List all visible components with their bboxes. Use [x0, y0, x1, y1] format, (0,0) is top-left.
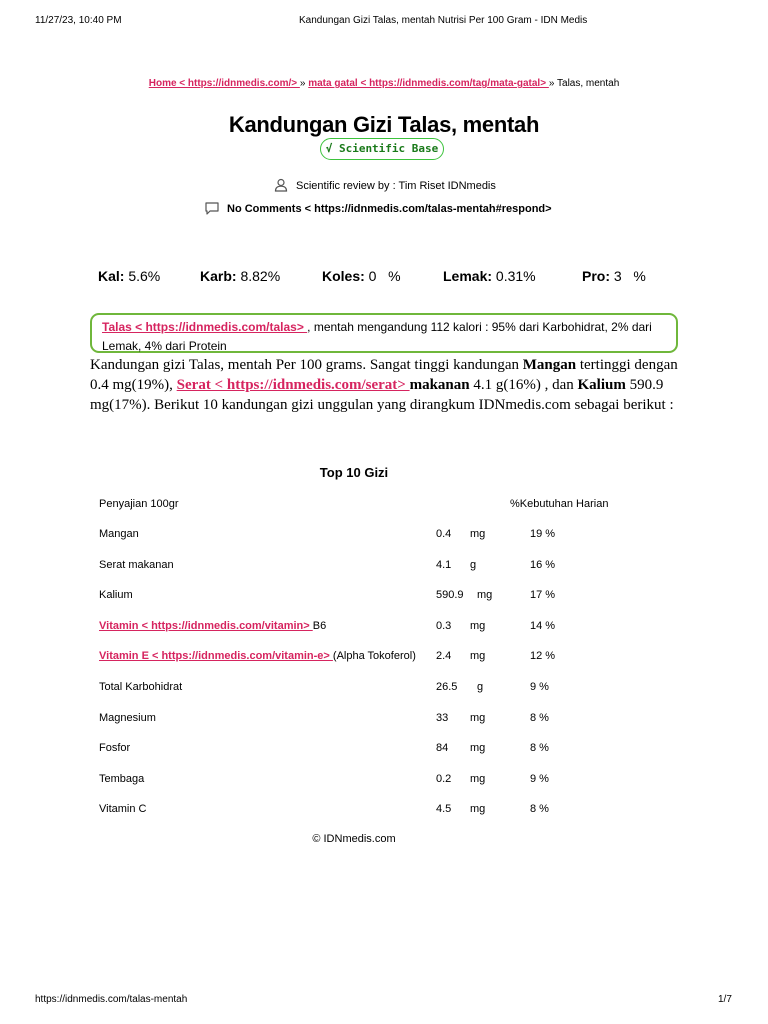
- table-row-name: [99, 712, 156, 726]
- nutrient-name: Vitamin C: [99, 803, 147, 815]
- summary-text: , mentah mengandung 112 kalori : 95% dari Karbohidrat, 2% dari Lemak, 4% dari Protein: [102, 320, 652, 353]
- nutrient-amount: 0.2: [436, 773, 452, 785]
- nutrient-daily-percent: 8 %: [530, 742, 549, 754]
- nutrient-daily-percent: 16 %: [530, 559, 556, 571]
- stat-pro: [582, 268, 646, 284]
- nutrient-amount: 84: [436, 742, 449, 754]
- stat-label: Kal:: [98, 268, 125, 284]
- stat-value: 5.6%: [124, 268, 161, 284]
- nutrient-unit: mg: [470, 803, 486, 815]
- nutrient-daily-percent: 9 %: [530, 681, 549, 693]
- nutrient-unit: mg: [470, 620, 486, 632]
- nutrient-amount: 4.1: [436, 559, 452, 571]
- copyright: © IDNmedis.com: [312, 833, 396, 845]
- stat-label: Koles:: [322, 268, 365, 284]
- nutrient-daily-percent: 19 %: [530, 528, 556, 540]
- paragraph-bold: makanan: [409, 377, 470, 393]
- nutrient-name: Fosfor: [99, 742, 131, 754]
- nutrient-daily-percent: 17 %: [530, 589, 556, 601]
- comments-link[interactable]: No Comments < https://idnmedis.com/talas-mentah#respond>: [227, 203, 552, 215]
- nutrient-daily-percent: 8 %: [530, 712, 549, 724]
- paragraph-bold: Mangan: [522, 357, 577, 373]
- user-icon: [274, 178, 288, 192]
- table-row-name: [99, 803, 146, 817]
- paragraph-text: 4.1 g(16%) , dan: [469, 377, 578, 393]
- nutrient-name: Serat makanan: [99, 559, 174, 571]
- nutrient-amount: 0.4: [436, 528, 452, 540]
- table-header-right: %Kebutuhan Harian: [510, 498, 609, 510]
- print-footer-url: https://idnmedis.com/talas-mentah: [35, 994, 188, 1005]
- stat-label: Karb:: [200, 268, 237, 284]
- nutrient-daily-percent: 8 %: [530, 803, 549, 815]
- scientific-base-badge: √ Scientific Base: [320, 138, 444, 160]
- table-row-name: [99, 650, 416, 664]
- table-row-name: [99, 742, 130, 756]
- nutrient-unit: mg: [470, 742, 486, 754]
- table-row-name: [99, 589, 133, 603]
- nutrient-unit: mg: [470, 528, 486, 540]
- table-header-left: Penyajian 100gr: [99, 498, 179, 510]
- breadcrumb-separator: »: [299, 78, 309, 89]
- comment-icon: [205, 202, 219, 215]
- nutrient-amount: 33: [436, 712, 449, 724]
- nutrient-amount: 26.5: [436, 681, 458, 693]
- nutrient-name: Tembaga: [99, 773, 145, 785]
- nutrient-name: (Alpha Tokoferol): [332, 650, 416, 662]
- stat-lemak: [443, 268, 536, 284]
- comments-line: [205, 202, 552, 215]
- nutrient-unit: mg: [477, 589, 493, 601]
- stat-label: Lemak:: [443, 268, 493, 284]
- nutrient-name: Mangan: [99, 528, 139, 540]
- table-row-name: [99, 528, 139, 542]
- nutrient-name: Magnesium: [99, 712, 156, 724]
- nutrient-name: B6: [312, 620, 327, 632]
- nutrient-amount: 2.4: [436, 650, 452, 662]
- page-title: Kandungan Gizi Talas, mentah: [228, 112, 540, 137]
- nutrient-amount: 590.9: [436, 589, 464, 601]
- nutrient-daily-percent: 9 %: [530, 773, 549, 785]
- stat-label: Pro:: [582, 268, 610, 284]
- nutrient-unit: g: [470, 559, 477, 571]
- nutrient-daily-percent: 14 %: [530, 620, 556, 632]
- breadcrumb: [0, 78, 768, 89]
- nutrient-name: Kalium: [99, 589, 133, 601]
- intro-paragraph: [90, 355, 690, 415]
- table-row-name: [99, 620, 326, 634]
- stat-value: 0.31%: [492, 268, 536, 284]
- stat-value: 8.82%: [236, 268, 281, 284]
- paragraph-text: 590.9 mg(17%). Berikut 10 kandungan gizi unggulan yang dirangkum IDNmedis.com sebagai berikut :: [90, 377, 674, 413]
- stat-value: 3 %: [610, 268, 646, 284]
- review-text: Scientific review by : Tim Riset IDNmedis: [296, 180, 496, 192]
- stat-koles: [322, 268, 401, 284]
- table-row-name: [99, 559, 174, 573]
- nutrient-link[interactable]: Vitamin < https://idnmedis.com/vitamin>: [99, 620, 313, 632]
- stat-kal: [98, 268, 160, 284]
- breadcrumb-tag-link[interactable]: mata gatal < https://idnmedis.com/tag/mata-gatal>: [308, 78, 549, 89]
- breadcrumb-home-link[interactable]: Home < https://idnmedis.com/>: [148, 78, 300, 89]
- table-title: Top 10 Gizi: [319, 465, 389, 480]
- breadcrumb-current: » Talas, mentah: [548, 78, 620, 89]
- paragraph-bold: Kalium: [577, 377, 626, 393]
- print-datetime: 11/27/23, 10:40 PM: [35, 15, 122, 26]
- summary-box: [90, 313, 678, 353]
- nutrient-name: Total Karbohidrat: [99, 681, 183, 693]
- nutrient-amount: 0.3: [436, 620, 452, 632]
- table-row-name: [99, 681, 182, 695]
- stat-value: 0 %: [364, 268, 401, 284]
- serat-link[interactable]: Serat < https://idnmedis.com/serat>: [176, 377, 410, 393]
- print-page-number: 1/7: [718, 994, 732, 1005]
- nutrient-unit: mg: [470, 650, 486, 662]
- print-doc-title: Kandungan Gizi Talas, mentah Nutrisi Per 100 Gram - IDN Medis: [299, 15, 588, 26]
- nutrient-daily-percent: 12 %: [530, 650, 556, 662]
- review-line: [274, 178, 496, 192]
- paragraph-text: tertinggi dengan 0.4 mg(19%),: [90, 357, 678, 393]
- table-row-name: [99, 773, 144, 787]
- nutrient-amount: 4.5: [436, 803, 452, 815]
- paragraph-text: Kandungan gizi Talas, mentah Per 100 grams. Sangat tinggi kandungan: [90, 357, 523, 373]
- nutrient-link[interactable]: Vitamin E < https://idnmedis.com/vitamin-e>: [99, 650, 333, 662]
- nutrient-unit: mg: [470, 773, 486, 785]
- stat-karb: [200, 268, 280, 284]
- nutrient-unit: g: [477, 681, 484, 693]
- talas-link[interactable]: Talas < https://idnmedis.com/talas>: [102, 320, 308, 334]
- nutrient-unit: mg: [470, 712, 486, 724]
